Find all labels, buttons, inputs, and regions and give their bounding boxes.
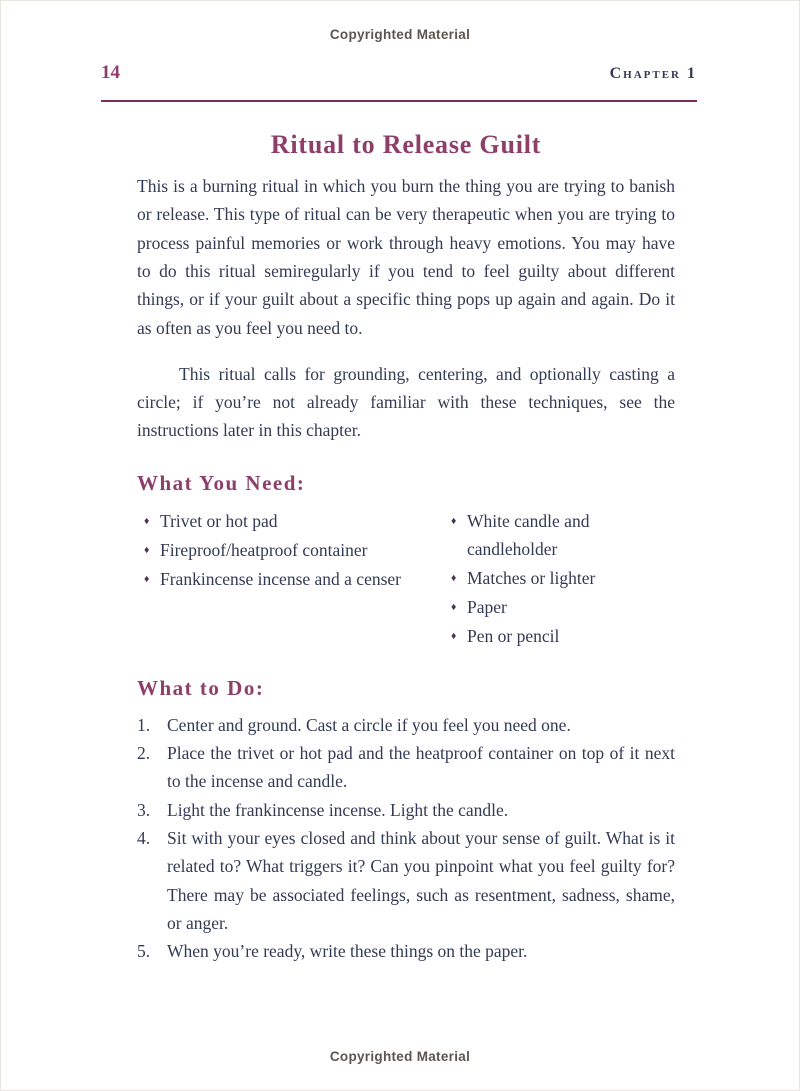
body-paragraph: This ritual calls for grounding, centering, and optionally casting a circle; if you’re not already familiar with these techniques, see the instructions later in this chapter. [137,363,675,441]
list-item [444,507,675,563]
what-to-do-heading: What to Do: [137,675,265,700]
list-item [444,593,675,621]
step-number: 5. [137,941,151,962]
page-number: 14 [101,62,120,83]
list-item [137,565,444,593]
step-text: Center and ground. Cast a circle if you feel you need one. [167,714,571,735]
step-text: Place the trivet or hot pad and the heatproof container on top of it next to the incense and candle. [167,742,675,792]
step-item [137,711,675,739]
diamond-bullet-icon: ♦ [451,601,457,613]
step-item [137,739,675,796]
diamond-bullet-icon: ♦ [451,630,457,642]
step-item [137,824,675,937]
list-item [137,507,444,535]
step-item [137,796,675,824]
list-item [137,536,444,564]
list-item-text: White candle and candleholder [467,510,590,559]
step-number: 3. [137,799,151,820]
step-number: 4. [137,827,151,848]
step-text: Light the frankincense incense. Light the candle. [167,799,509,820]
supplies-list [137,506,675,650]
step-text: Sit with your eyes closed and think about your sense of guilt. What is it related to? What triggers it? Can you pinpoint what you feel guilty for? There may be associated feelings, such as resentment, sadness, shame, or anger. [167,827,675,933]
list-item-text: Pen or pencil [467,625,560,646]
list-item-text: Trivet or hot pad [160,510,278,531]
diamond-bullet-icon: ♦ [144,515,150,527]
diamond-bullet-icon: ♦ [451,515,457,527]
chapter-label: Chapter 1 [609,65,697,82]
section-title: Ritual to Release Guilt [270,130,542,159]
list-item-text: Matches or lighter [467,567,596,588]
copyright-notice-top: Copyrighted Material [329,27,471,42]
page-header [101,62,697,84]
list-item [444,622,675,650]
copyright-notice-bottom: Copyrighted Material [329,1049,471,1064]
step-number: 2. [137,742,151,763]
instructions-list [137,711,675,966]
list-item-text: Paper [467,596,507,617]
diamond-bullet-icon: ♦ [144,544,150,556]
step-text: When you’re ready, write these things on the paper. [167,941,528,962]
supplies-column-left [137,506,444,650]
header-divider [101,100,697,102]
diamond-bullet-icon: ♦ [451,572,457,584]
diamond-bullet-icon: ♦ [144,573,150,585]
list-item [444,564,675,592]
supplies-column-right [444,506,675,650]
step-number: 1. [137,714,151,735]
page-content [137,130,675,966]
step-item [137,937,675,965]
list-item-text: Frankincense incense and a censer [160,568,402,589]
list-item-text: Fireproof/heatproof container [160,539,368,560]
body-paragraph: This is a burning ritual in which you burn the thing you are trying to banish or release. This type of ritual can be very therapeutic when you are trying to process painful memories or work through heavy emotions. You may have to do this ritual semiregularly if you tend to feel guilty about different things, or if your guilt about a specific thing pops up again and again. Do it as often as you feel you need to. [137,176,675,338]
what-you-need-heading: What You Need: [137,470,306,495]
